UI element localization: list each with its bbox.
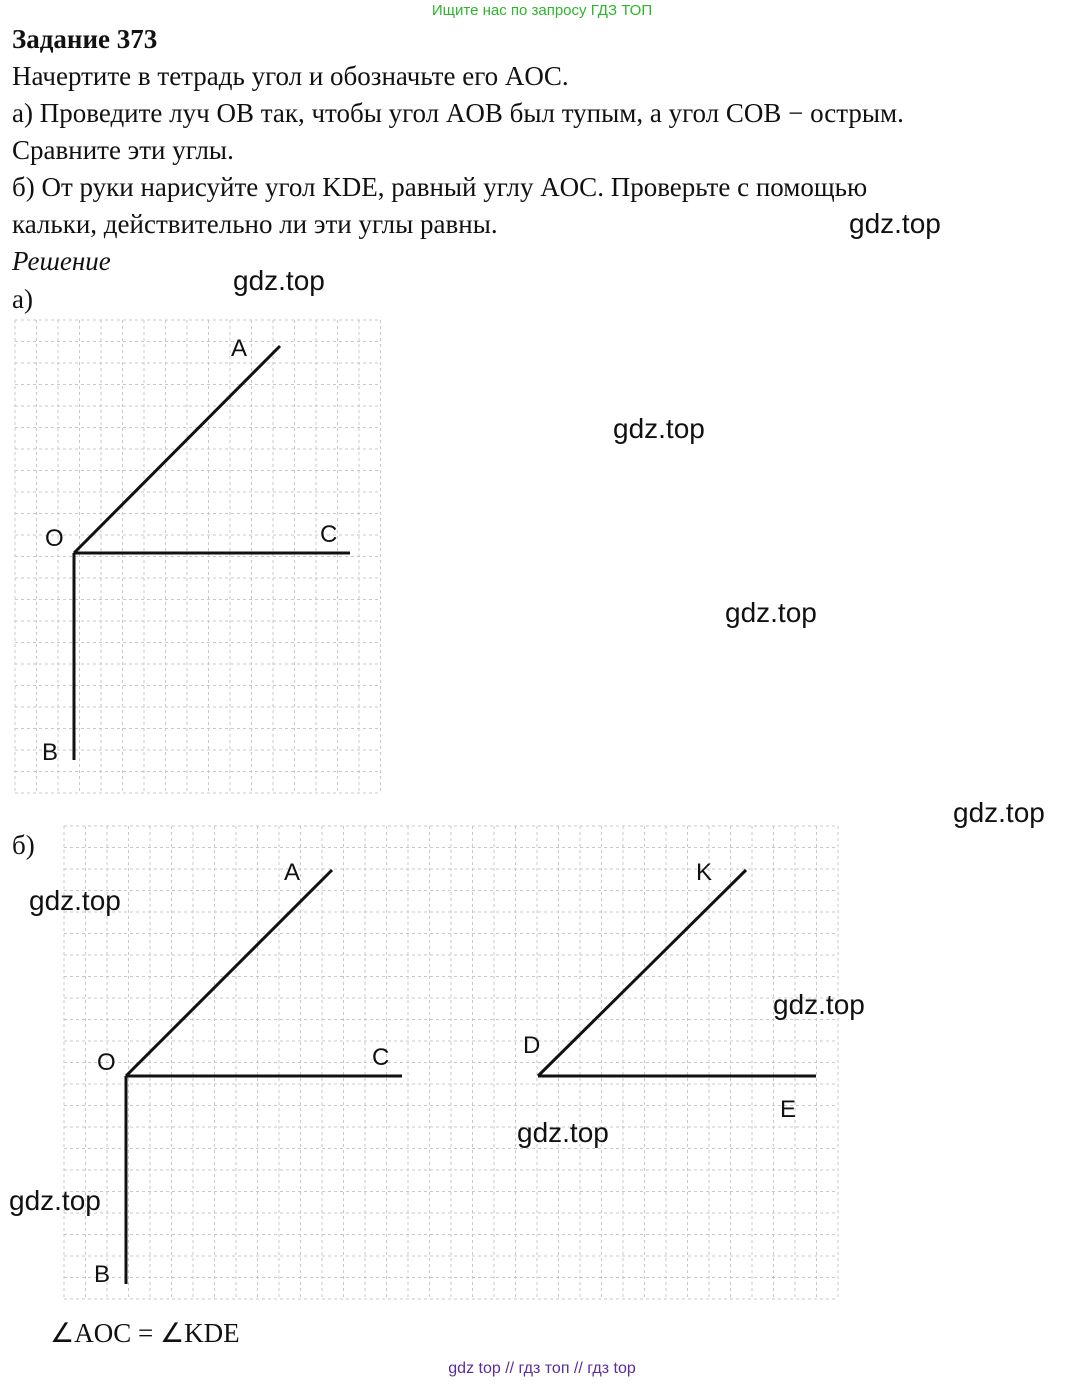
- point-a-label-b: A: [284, 859, 301, 886]
- task-title: Задание 373: [12, 24, 158, 54]
- task-line-3: Сравните эти углы.: [12, 135, 234, 165]
- figure-b: [0, 820, 850, 1320]
- watermark: gdz.top: [233, 265, 325, 296]
- task-line-4: б) От руки нарисуйте угол KDE, равный углу AOC. Проверьте с помощью: [12, 172, 868, 202]
- watermark: gdz.top: [725, 597, 817, 628]
- solution-label: Решение: [12, 246, 111, 276]
- ray-oa-b: [126, 870, 332, 1076]
- part-b-label: б): [12, 830, 35, 860]
- task-line-1: Начертите в тетрадь угол и обозначьте его AOC.: [12, 61, 569, 91]
- grid-a: [15, 320, 381, 793]
- top-banner[interactable]: Ищите нас по запросу ГДЗ ТОП: [431, 2, 653, 19]
- point-c-label: C: [320, 521, 338, 548]
- watermark: gdz.top: [517, 1117, 609, 1148]
- angle-equation: ∠AOC = ∠KDE: [50, 1318, 240, 1348]
- grid-b: [64, 826, 838, 1299]
- task-line-2: а) Проведите луч OB так, чтобы угол AOB был тупым, а угол COB − острым.: [12, 98, 904, 128]
- part-a-label: а): [12, 284, 33, 314]
- point-o-label: O: [45, 525, 64, 552]
- watermark: gdz.top: [773, 989, 865, 1020]
- ray-dk: [538, 870, 746, 1076]
- watermark: gdz.top: [613, 413, 705, 444]
- point-a-label: A: [231, 335, 248, 362]
- point-d-label: D: [523, 1032, 541, 1059]
- watermark: gdz.top: [29, 885, 121, 916]
- footer-links[interactable]: gdz top // гдз топ // гдз top: [448, 1360, 636, 1377]
- task-line-5: кальки, действительно ли эти углы равны.: [12, 209, 498, 239]
- point-c-label-b: C: [372, 1044, 390, 1071]
- watermark: gdz.top: [9, 1185, 101, 1216]
- watermark: gdz.top: [953, 797, 1045, 828]
- point-b-label: B: [42, 739, 59, 766]
- figure-a: [0, 300, 420, 800]
- watermark: gdz.top: [849, 208, 941, 239]
- point-b-label-b: B: [94, 1261, 111, 1288]
- point-k-label: K: [696, 859, 713, 886]
- point-e-label: E: [780, 1096, 797, 1123]
- point-o-label-b: O: [97, 1049, 116, 1076]
